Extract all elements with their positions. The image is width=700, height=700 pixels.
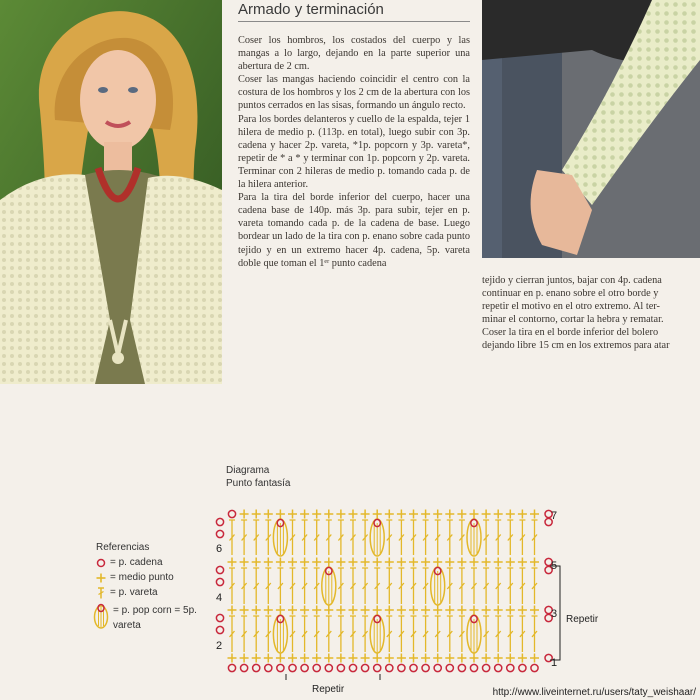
chain-stitch xyxy=(253,664,260,671)
chain-stitch xyxy=(277,664,284,671)
single-crochet xyxy=(506,654,515,663)
single-crochet xyxy=(240,558,249,567)
single-crochet xyxy=(312,510,321,519)
single-crochet xyxy=(470,606,479,615)
chain-stitch xyxy=(386,664,393,671)
double-crochet xyxy=(277,568,283,604)
single-crochet-icon xyxy=(96,573,106,583)
double-crochet xyxy=(229,520,235,555)
text-line: tejido y cierran juntos, bajar con 4p. cadena xyxy=(482,275,662,286)
single-crochet xyxy=(324,558,333,567)
stitch-chart xyxy=(210,500,610,680)
double-crochet xyxy=(302,616,308,652)
double-crochet xyxy=(386,520,392,555)
chain-stitch xyxy=(434,664,441,671)
double-crochet xyxy=(362,520,368,555)
single-crochet xyxy=(276,654,285,663)
paragraph: Coser las mangas haciendo coincidir el centro con la costura de los hombros y los 2 cm de la abertura con los puntos cerrados en las sisas, formando un ángulo recto. xyxy=(238,74,470,112)
legend-label: = p. cadena xyxy=(110,557,163,568)
single-crochet xyxy=(494,510,503,519)
single-crochet xyxy=(445,558,454,567)
single-crochet xyxy=(445,606,454,615)
single-crochet xyxy=(324,606,333,615)
double-crochet xyxy=(398,568,404,604)
paragraph: Coser los hombros, los costados del cuerpo y las mangas a lo largo, dejando en la parte superior una abertura de 2 cm. xyxy=(238,35,470,73)
text-line: dejando libre 15 cm en los extremos para atar xyxy=(482,340,670,352)
single-crochet xyxy=(288,654,297,663)
double-crochet xyxy=(495,616,501,652)
double-crochet xyxy=(362,616,368,652)
single-crochet xyxy=(336,558,345,567)
double-crochet xyxy=(253,520,259,555)
double-crochet xyxy=(290,520,296,555)
article-body xyxy=(238,34,470,270)
chain-stitch xyxy=(337,664,344,671)
double-crochet xyxy=(265,520,271,555)
single-crochet xyxy=(482,654,491,663)
single-crochet xyxy=(300,654,309,663)
single-crochet xyxy=(409,558,418,567)
chain-stitch xyxy=(216,518,223,525)
row-number: 4 xyxy=(216,592,223,604)
double-crochet xyxy=(398,616,404,652)
single-crochet xyxy=(457,558,466,567)
single-crochet xyxy=(228,558,237,567)
double-crochet xyxy=(253,568,259,604)
single-crochet xyxy=(397,606,406,615)
double-crochet xyxy=(532,616,538,652)
legend-label: vareta xyxy=(113,619,141,631)
stitch-grid xyxy=(216,510,552,672)
chain-stitch xyxy=(531,664,538,671)
single-crochet xyxy=(240,654,249,663)
text-line: Coser la tira en el borde inferior del bolero xyxy=(482,327,659,339)
double-crochet xyxy=(241,568,247,604)
double-crochet xyxy=(326,520,332,555)
double-crochet xyxy=(302,568,308,604)
references-legend xyxy=(96,540,197,631)
double-crochet xyxy=(507,520,513,555)
single-crochet xyxy=(518,558,527,567)
double-crochet xyxy=(241,520,247,555)
single-crochet xyxy=(409,510,418,519)
double-crochet xyxy=(386,616,392,652)
single-crochet xyxy=(361,654,370,663)
double-crochet xyxy=(362,568,368,604)
single-crochet xyxy=(324,654,333,663)
single-crochet xyxy=(252,654,261,663)
single-crochet xyxy=(288,558,297,567)
text-line: minar el contorno, cortar la hebra y rematar. xyxy=(482,314,664,326)
double-crochet xyxy=(507,568,513,604)
single-crochet xyxy=(336,510,345,519)
single-crochet xyxy=(252,606,261,615)
single-crochet xyxy=(397,558,406,567)
chain-stitch xyxy=(216,566,223,573)
single-crochet xyxy=(433,558,442,567)
chain-stitch xyxy=(398,664,405,671)
single-crochet xyxy=(373,606,382,615)
paragraph: Para los bordes delanteros y cuello de la espalda, tejer 1 hilera de medio p. (113p. en total), luego subir con 3p. cadena y hacer 2p. vareta, *1p. popcorn y 3p. vareta*, repetir de * a * y terminar con 1p. popcorn y 2p. vareta. Terminar con 2 hileras de medio p. tomando cada p. de la hilera anterior. xyxy=(238,113,470,191)
chain-stitch xyxy=(470,664,477,671)
single-crochet xyxy=(288,606,297,615)
chain-stitch-icon xyxy=(96,558,106,568)
double-crochet xyxy=(435,616,441,652)
single-crochet xyxy=(228,606,237,615)
popcorn-stitch-icon xyxy=(93,603,109,629)
double-crochet xyxy=(253,616,259,652)
single-crochet xyxy=(421,654,430,663)
single-crochet xyxy=(349,510,358,519)
paragraph: Para la tira del borde inferior del cuerpo, hacer una cadena base de 140p. más 3p. para subir, tejer en p. vareta tomando cada p. de la cadena de base. Luego bordear un lado de la tira con p. enano sobre cada punto tejido y en un extremo hacer 4p. cadena, 5p. vareta doble que toman el 1ᵉʳ punto cadena xyxy=(238,192,470,269)
single-crochet xyxy=(482,606,491,615)
double-crochet xyxy=(386,568,392,604)
single-crochet xyxy=(457,510,466,519)
single-crochet xyxy=(324,510,333,519)
repeat-bracket-horizontal xyxy=(286,674,380,680)
chain-stitch xyxy=(228,510,235,517)
double-crochet xyxy=(447,520,453,555)
double-crochet xyxy=(338,568,344,604)
double-crochet xyxy=(302,520,308,555)
single-crochet xyxy=(506,558,515,567)
legend-single-crochet xyxy=(96,570,197,585)
double-crochet xyxy=(374,568,380,604)
model-photo xyxy=(0,0,222,384)
double-crochet xyxy=(229,568,235,604)
single-crochet xyxy=(385,606,394,615)
single-crochet xyxy=(312,606,321,615)
double-crochet xyxy=(241,616,247,652)
chain-stitch xyxy=(216,530,223,537)
chain-stitch xyxy=(289,664,296,671)
single-crochet xyxy=(252,510,261,519)
chain-stitch xyxy=(313,664,320,671)
double-crochet xyxy=(423,568,429,604)
double-crochet xyxy=(314,568,320,604)
single-crochet xyxy=(397,510,406,519)
single-crochet xyxy=(421,510,430,519)
double-crochet xyxy=(519,520,525,555)
single-crochet xyxy=(457,606,466,615)
chain-stitch xyxy=(216,578,223,585)
single-crochet xyxy=(530,654,539,663)
double-crochet xyxy=(265,616,271,652)
double-crochet xyxy=(495,568,501,604)
single-crochet xyxy=(433,654,442,663)
single-crochet xyxy=(530,558,539,567)
single-crochet xyxy=(349,654,358,663)
repeat-label-horizontal: Repetir xyxy=(312,684,345,695)
single-crochet xyxy=(288,510,297,519)
single-crochet xyxy=(300,606,309,615)
single-crochet xyxy=(312,558,321,567)
chain-stitch xyxy=(507,664,514,671)
double-crochet xyxy=(350,520,356,555)
single-crochet xyxy=(445,654,454,663)
single-crochet xyxy=(385,558,394,567)
diagram-title: Diagrama xyxy=(226,465,270,476)
double-crochet xyxy=(326,616,332,652)
double-crochet xyxy=(471,568,477,604)
double-crochet xyxy=(459,568,465,604)
single-crochet xyxy=(336,654,345,663)
single-crochet xyxy=(470,654,479,663)
double-crochet-icon xyxy=(96,587,106,599)
double-crochet xyxy=(338,616,344,652)
chain-stitch xyxy=(325,664,332,671)
article-continuation xyxy=(482,274,700,374)
chain-stitch xyxy=(483,664,490,671)
double-crochet xyxy=(519,616,525,652)
single-crochet xyxy=(276,558,285,567)
legend-chain xyxy=(96,555,197,570)
single-crochet xyxy=(506,606,515,615)
single-crochet xyxy=(373,558,382,567)
single-crochet xyxy=(433,606,442,615)
double-crochet xyxy=(495,520,501,555)
single-crochet xyxy=(264,606,273,615)
double-crochet xyxy=(290,568,296,604)
chain-stitch xyxy=(216,614,223,621)
single-crochet xyxy=(264,510,273,519)
legend-label: = p. pop corn = 5p. xyxy=(113,604,197,616)
single-crochet xyxy=(276,606,285,615)
single-crochet xyxy=(494,558,503,567)
single-crochet xyxy=(240,606,249,615)
double-crochet xyxy=(459,520,465,555)
single-crochet xyxy=(300,510,309,519)
double-crochet xyxy=(435,520,441,555)
double-crochet xyxy=(459,616,465,652)
diagram-heading xyxy=(226,464,291,490)
chain-stitch xyxy=(265,664,272,671)
single-crochet xyxy=(349,606,358,615)
repeat-label-vertical: Repetir xyxy=(566,614,599,625)
chain-stitch xyxy=(241,664,248,671)
single-crochet xyxy=(470,510,479,519)
single-crochet xyxy=(470,558,479,567)
sleeve-detail-photo xyxy=(482,0,700,258)
double-crochet xyxy=(398,520,404,555)
single-crochet xyxy=(494,654,503,663)
double-crochet xyxy=(447,568,453,604)
text-line: repetir el motivo en el otro extremo. Al ter- xyxy=(482,301,660,313)
double-crochet xyxy=(483,568,489,604)
legend-label: = p. vareta xyxy=(110,587,158,598)
single-crochet xyxy=(518,510,527,519)
single-crochet xyxy=(457,654,466,663)
chain-stitch xyxy=(374,664,381,671)
single-crochet xyxy=(397,654,406,663)
double-crochet xyxy=(447,616,453,652)
single-crochet xyxy=(530,510,539,519)
chain-stitch xyxy=(410,664,417,671)
single-crochet xyxy=(361,510,370,519)
double-crochet xyxy=(532,520,538,555)
double-crochet xyxy=(423,520,429,555)
single-crochet xyxy=(252,558,261,567)
double-crochet xyxy=(507,616,513,652)
single-crochet xyxy=(373,654,382,663)
single-crochet xyxy=(530,606,539,615)
chain-stitch xyxy=(362,664,369,671)
chain-stitch xyxy=(422,664,429,671)
single-crochet xyxy=(409,654,418,663)
single-crochet xyxy=(409,606,418,615)
single-crochet xyxy=(312,654,321,663)
double-crochet xyxy=(483,520,489,555)
double-crochet xyxy=(314,520,320,555)
chain-stitch xyxy=(519,664,526,671)
row-number: 7 xyxy=(551,510,558,522)
double-crochet xyxy=(265,568,271,604)
single-crochet xyxy=(518,654,527,663)
double-crochet xyxy=(350,568,356,604)
single-crochet xyxy=(264,654,273,663)
single-crochet xyxy=(494,606,503,615)
text-line: continuar en p. enano sobre el otro borde y xyxy=(482,288,659,300)
single-crochet xyxy=(300,558,309,567)
double-crochet xyxy=(314,616,320,652)
row-number: 3 xyxy=(551,608,558,620)
diagram-subtitle: Punto fantasía xyxy=(226,478,291,489)
single-crochet xyxy=(433,510,442,519)
chain-stitch xyxy=(446,664,453,671)
legend-label: = medio punto xyxy=(110,572,174,583)
double-crochet xyxy=(229,616,235,652)
single-crochet xyxy=(373,510,382,519)
single-crochet xyxy=(421,606,430,615)
single-crochet xyxy=(336,606,345,615)
double-crochet xyxy=(338,520,344,555)
double-crochet xyxy=(290,616,296,652)
single-crochet xyxy=(445,510,454,519)
row-number: 6 xyxy=(216,543,223,555)
chain-stitch xyxy=(216,626,223,633)
watermark-url: http://www.liveinternet.ru/users/taty_weishaar/ xyxy=(492,687,696,698)
single-crochet xyxy=(385,510,394,519)
single-crochet xyxy=(385,654,394,663)
single-crochet xyxy=(349,558,358,567)
article-title: Armado y terminación xyxy=(238,1,384,18)
legend-double-crochet xyxy=(96,585,197,600)
double-crochet xyxy=(411,520,417,555)
legend-popcorn xyxy=(96,604,197,631)
single-crochet xyxy=(276,510,285,519)
row-number: 5 xyxy=(551,560,558,572)
single-crochet xyxy=(240,510,249,519)
double-crochet xyxy=(411,568,417,604)
single-crochet xyxy=(482,558,491,567)
single-crochet xyxy=(482,510,491,519)
single-crochet xyxy=(228,654,237,663)
single-crochet xyxy=(518,606,527,615)
single-crochet xyxy=(506,510,515,519)
double-crochet xyxy=(350,616,356,652)
single-crochet xyxy=(361,558,370,567)
single-crochet xyxy=(361,606,370,615)
row-number: 2 xyxy=(216,640,223,652)
double-crochet xyxy=(423,616,429,652)
double-crochet xyxy=(411,616,417,652)
double-crochet xyxy=(532,568,538,604)
chain-stitch xyxy=(228,664,235,671)
chain-stitch xyxy=(349,664,356,671)
references-heading: Referencias xyxy=(96,542,150,553)
chain-stitch xyxy=(495,664,502,671)
double-crochet xyxy=(483,616,489,652)
double-crochet xyxy=(519,568,525,604)
title-divider xyxy=(238,21,470,22)
chain-stitch xyxy=(301,664,308,671)
single-crochet xyxy=(421,558,430,567)
chain-stitch xyxy=(458,664,465,671)
single-crochet xyxy=(264,558,273,567)
row-number: 1 xyxy=(551,657,558,669)
